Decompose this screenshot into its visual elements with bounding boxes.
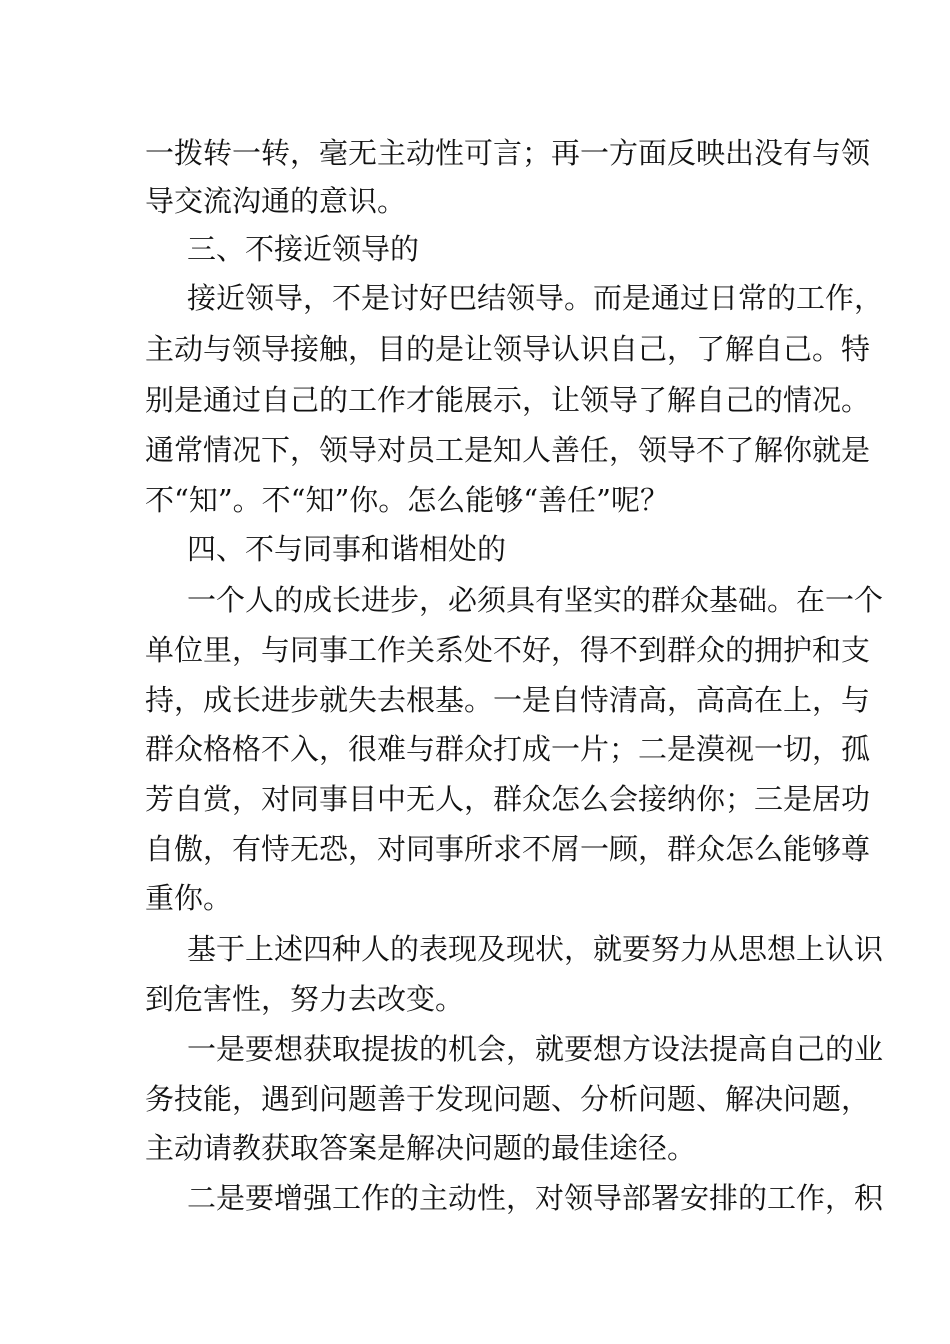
paragraph-start: 一个人的成长进步，必须具有坚实的群众基础。在一个 [187, 583, 884, 617]
section-heading: 四、不与同事和谐相处的 [187, 532, 507, 566]
text-line: 务技能，遇到问题善于发现问题、分析问题、解决问题， [145, 1082, 871, 1116]
text-line: 群众格格不入，很难与群众打成一片；二是漠视一切，孤 [145, 732, 871, 766]
paragraph-start: 接近领导，不是讨好巴结领导。而是通过日常的工作， [187, 281, 884, 315]
text-line: 一拨转一转，毫无主动性可言；再一方面反映出没有与领 [145, 136, 871, 170]
paragraph-start: 一是要想获取提拔的机会，就要想方设法提高自己的业 [187, 1032, 884, 1066]
text-line: 单位里，与同事工作关系处不好，得不到群众的拥护和支 [145, 633, 871, 667]
paragraph-start: 基于上述四种人的表现及现状，就要努力从思想上认识 [187, 932, 884, 966]
text-line: 导交流沟通的意识。 [145, 184, 407, 218]
text-line: 主动与领导接触，目的是让领导认识自己，了解自己。特 [145, 332, 871, 366]
text-line: 自傲，有恃无恐，对同事所求不屑一顾，群众怎么能够尊 [145, 832, 871, 866]
text-line: 主动请教获取答案是解决问题的最佳途径。 [145, 1131, 697, 1165]
text-line: 芳自赏，对同事目中无人，群众怎么会接纳你；三是居功 [145, 782, 871, 816]
text-line: 重你。 [145, 881, 233, 915]
text-line: 不“知”。不“知”你。怎么能够“善任”呢？ [145, 483, 669, 517]
text-line: 通常情况下，领导对员工是知人善任，领导不了解你就是 [145, 433, 871, 467]
paragraph-start: 二是要增强工作的主动性，对领导部署安排的工作，积 [187, 1181, 884, 1215]
section-heading: 三、不接近领导的 [187, 232, 420, 266]
text-line: 别是通过自己的工作才能展示，让领导了解自己的情况。 [145, 383, 871, 417]
text-line: 到危害性，努力去改变。 [145, 982, 465, 1016]
text-line: 持，成长进步就失去根基。一是自恃清高，高高在上，与 [145, 683, 871, 717]
